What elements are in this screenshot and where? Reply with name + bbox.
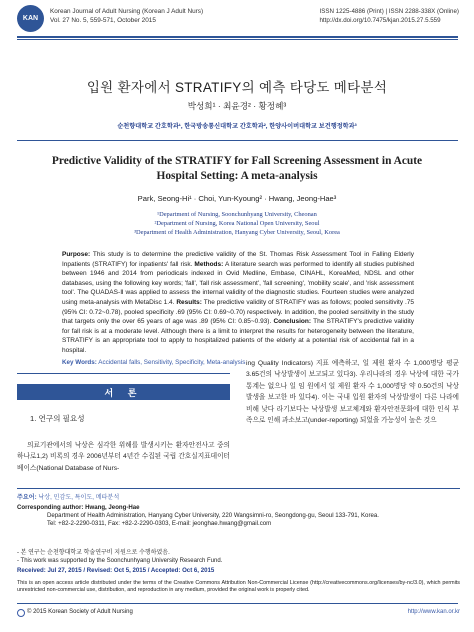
funding-note-korean: - 본 연구는 순천향대학교 학술연구비 지원으로 수행하였음. (17, 550, 170, 556)
section-introduction-bar: 서 론 (17, 384, 230, 400)
corresponding-address: Department of Health Administration, Hanyang Cyber University, 220 Wangsimni-ro, Seongdong-gu, Seoul 133-791, Korea. (47, 512, 379, 520)
keywords-korean (17, 492, 460, 501)
journal-citation (50, 7, 203, 25)
journal-identifiers (319, 7, 459, 25)
article-dates: Received: Jul 27, 2015 / Revised: Oct 5, 2015 / Accepted: Oct 6, 2015 (17, 567, 215, 574)
corresponding-contact[interactable]: Tel: +82-2-2290-0311, Fax: +82-2-2290-0303, E-mail: jeonghae.hwang@gmail.com (47, 520, 272, 528)
corresponding-label: Corresponding author: (17, 504, 84, 511)
abstract-purpose-label: Purpose: (62, 251, 91, 258)
body-column-left: 의료기관에서의 낙상은 심각한 위해를 발생시키는 환자안전사고 중의 하나로1,2) 비록의 경우 2006년부터 4년간 수집된 국립 간호실지표데이터베이스(National Database of Nurs- (17, 442, 230, 472)
body-column-right: ing Quality Indicators) 지표 예측하고, 일 제원 환자 수 1,000명당 평균 3.65건의 낙상발생이 보고되고 있다3). 우리나라의 경우 낙상에 대한 국가 통계는 없으나 일 임 원에서 일 제원 환자 수 1,000명당 약 0.50건의 낙상발생을 보고한 바 있다4). 이는 국내 입원 환자의 낙상발생이 다른 나라에 비해 낮다 라기보다는 낙상발생 보고체계와 환자안전문화에 대한 인식 부족으로 인해 과소보고(under-reporting) 되었을 가능성이 높은 것으 (246, 360, 459, 425)
footer-copyright: © 2015 Korean Society of Adult Nursing (27, 609, 133, 615)
journal-volume: Vol. 27 No. 5, 559-571, October 2015 (50, 17, 156, 24)
keywords-label: Key Words: (62, 359, 97, 366)
title-english: Predictive Validity of the STRATIFY for Fall Screening Assessment in Acute Hospital Setting: A meta-analysis (51, 155, 423, 182)
authors-korean: 박성희¹ · 최윤경² · 황정혜³ (187, 101, 287, 111)
abstract-conclusion: The STRATIFY's predictive validity for fall risk is at a moderate level. Although there is a limit to interpret the results for heterogeneity between the literature, STRATIFY is an appropriate tool to apply to hospitalized patients of the elderly at a potential risk of accidental fall in a hospital. (62, 318, 414, 354)
affiliation-1: ¹Department of Nursing, Soonchunhyang University, Cheonan (157, 211, 317, 218)
affiliation-3: ³Department of Health Administration, Hanyang Cyber University, Seoul, Korea (134, 229, 340, 236)
footnote-rule (17, 488, 460, 489)
header-rule (17, 36, 458, 38)
funding-note (17, 549, 460, 565)
corresponding-name: Hwang, Jeong-Hae (85, 504, 140, 511)
funding-note-english: - This work was supported by the Soonchunhyang University Research Fund. (17, 558, 223, 564)
keywords-values[interactable]: Accidental falls, Sensitivity, Specificity, Meta-analysis (98, 359, 246, 366)
title-divider (17, 140, 458, 141)
journal-logo: KAN (17, 5, 44, 32)
corresponding-author (17, 504, 460, 529)
abstract-methods: A literature search was performed to identify all studies published between 1946 and 2014 from periodicals indexed in Ovid Medline, Embase, CINAHL, KoreaMed, NDSL and other databases, using the following key words; 'fall', 'fall risk assessment', 'fall screening', 'mobility scale', and 'risk assessment tool'. The QUADAS-Ⅱ was applied to assess the internal validity of the diagnostic studies. Fourteen studies were analyzed using meta-analysis with MetaDisc 1.4. (62, 260, 414, 306)
keywords-korean-label: 주요어: (17, 494, 37, 501)
abstract-methods-label: Methods: (194, 260, 224, 268)
license-text: This is an open access article distributed under the terms of the Creative Commons Attribution Non-Commercial License (http://creativecommons.org/licenses/by-nc/3.0), which permits unrestricted non-commercial use, distribution, and reproduction in any medium, provided the original work is properly cited. (17, 580, 460, 594)
affiliations-korean: 순천향대학교 간호학과¹, 한국방송통신대학교 간호학과², 한양사이버대학교 보건행정학과³ (117, 123, 357, 130)
authors-english: Park, Seong-Hi¹ · Choi, Yun-Kyoung² · Hwang, Jeong-Hae³ (137, 194, 337, 203)
subsection-title: 1. 연구의 필요성 (30, 414, 85, 423)
copyright-circle-icon (17, 609, 25, 617)
abstract-conclusion-label: Conclusion: (273, 318, 312, 326)
journal-name: Korean Journal of Adult Nursing (Korean J Adult Nurs) (50, 8, 204, 15)
abstract-purpose: This study is to determine the predictive validity of the St. Thomas Risk Assessment Tool in Falling Elderly Inpatients (STRATIFY) for inpatients' fall risk. (62, 251, 414, 268)
header-rule-thin (17, 39, 458, 40)
abstract-results-label: Results: (176, 298, 202, 306)
abstract-results: The predictive validity of STRATIFY was as follows; pooled sensitivity .75 (95% CI: 0.72~0.78), pooled specificity .69 (95% CI: 0.69~0.70) respectively. In addition, the pooled sensitivity in the study that targets only the over 65 years of age was .89 (95% CI: 0.85~0.93). (62, 298, 414, 326)
affiliation-2: ²Department of Nursing, Korea National Open University, Seoul (154, 220, 320, 227)
keywords-korean-values: 낙상, 민감도, 특이도, 메타분석 (38, 494, 120, 501)
affiliations-english (0, 210, 474, 237)
abstract (62, 250, 414, 356)
footer-rule (17, 603, 458, 604)
title-korean: 입원 환자에서 STRATIFY의 예측 타당도 메타분석 (86, 80, 388, 95)
doi-link[interactable]: http://dx.doi.org/10.7475/kjan.2015.27.5.559 (319, 17, 441, 24)
footer-url[interactable]: http://www.kan.or.kr (407, 609, 460, 615)
issn: ISSN 1225-4886 (Print) | ISSN 2288-338X (Online) (319, 8, 459, 15)
abstract-divider (17, 373, 230, 374)
